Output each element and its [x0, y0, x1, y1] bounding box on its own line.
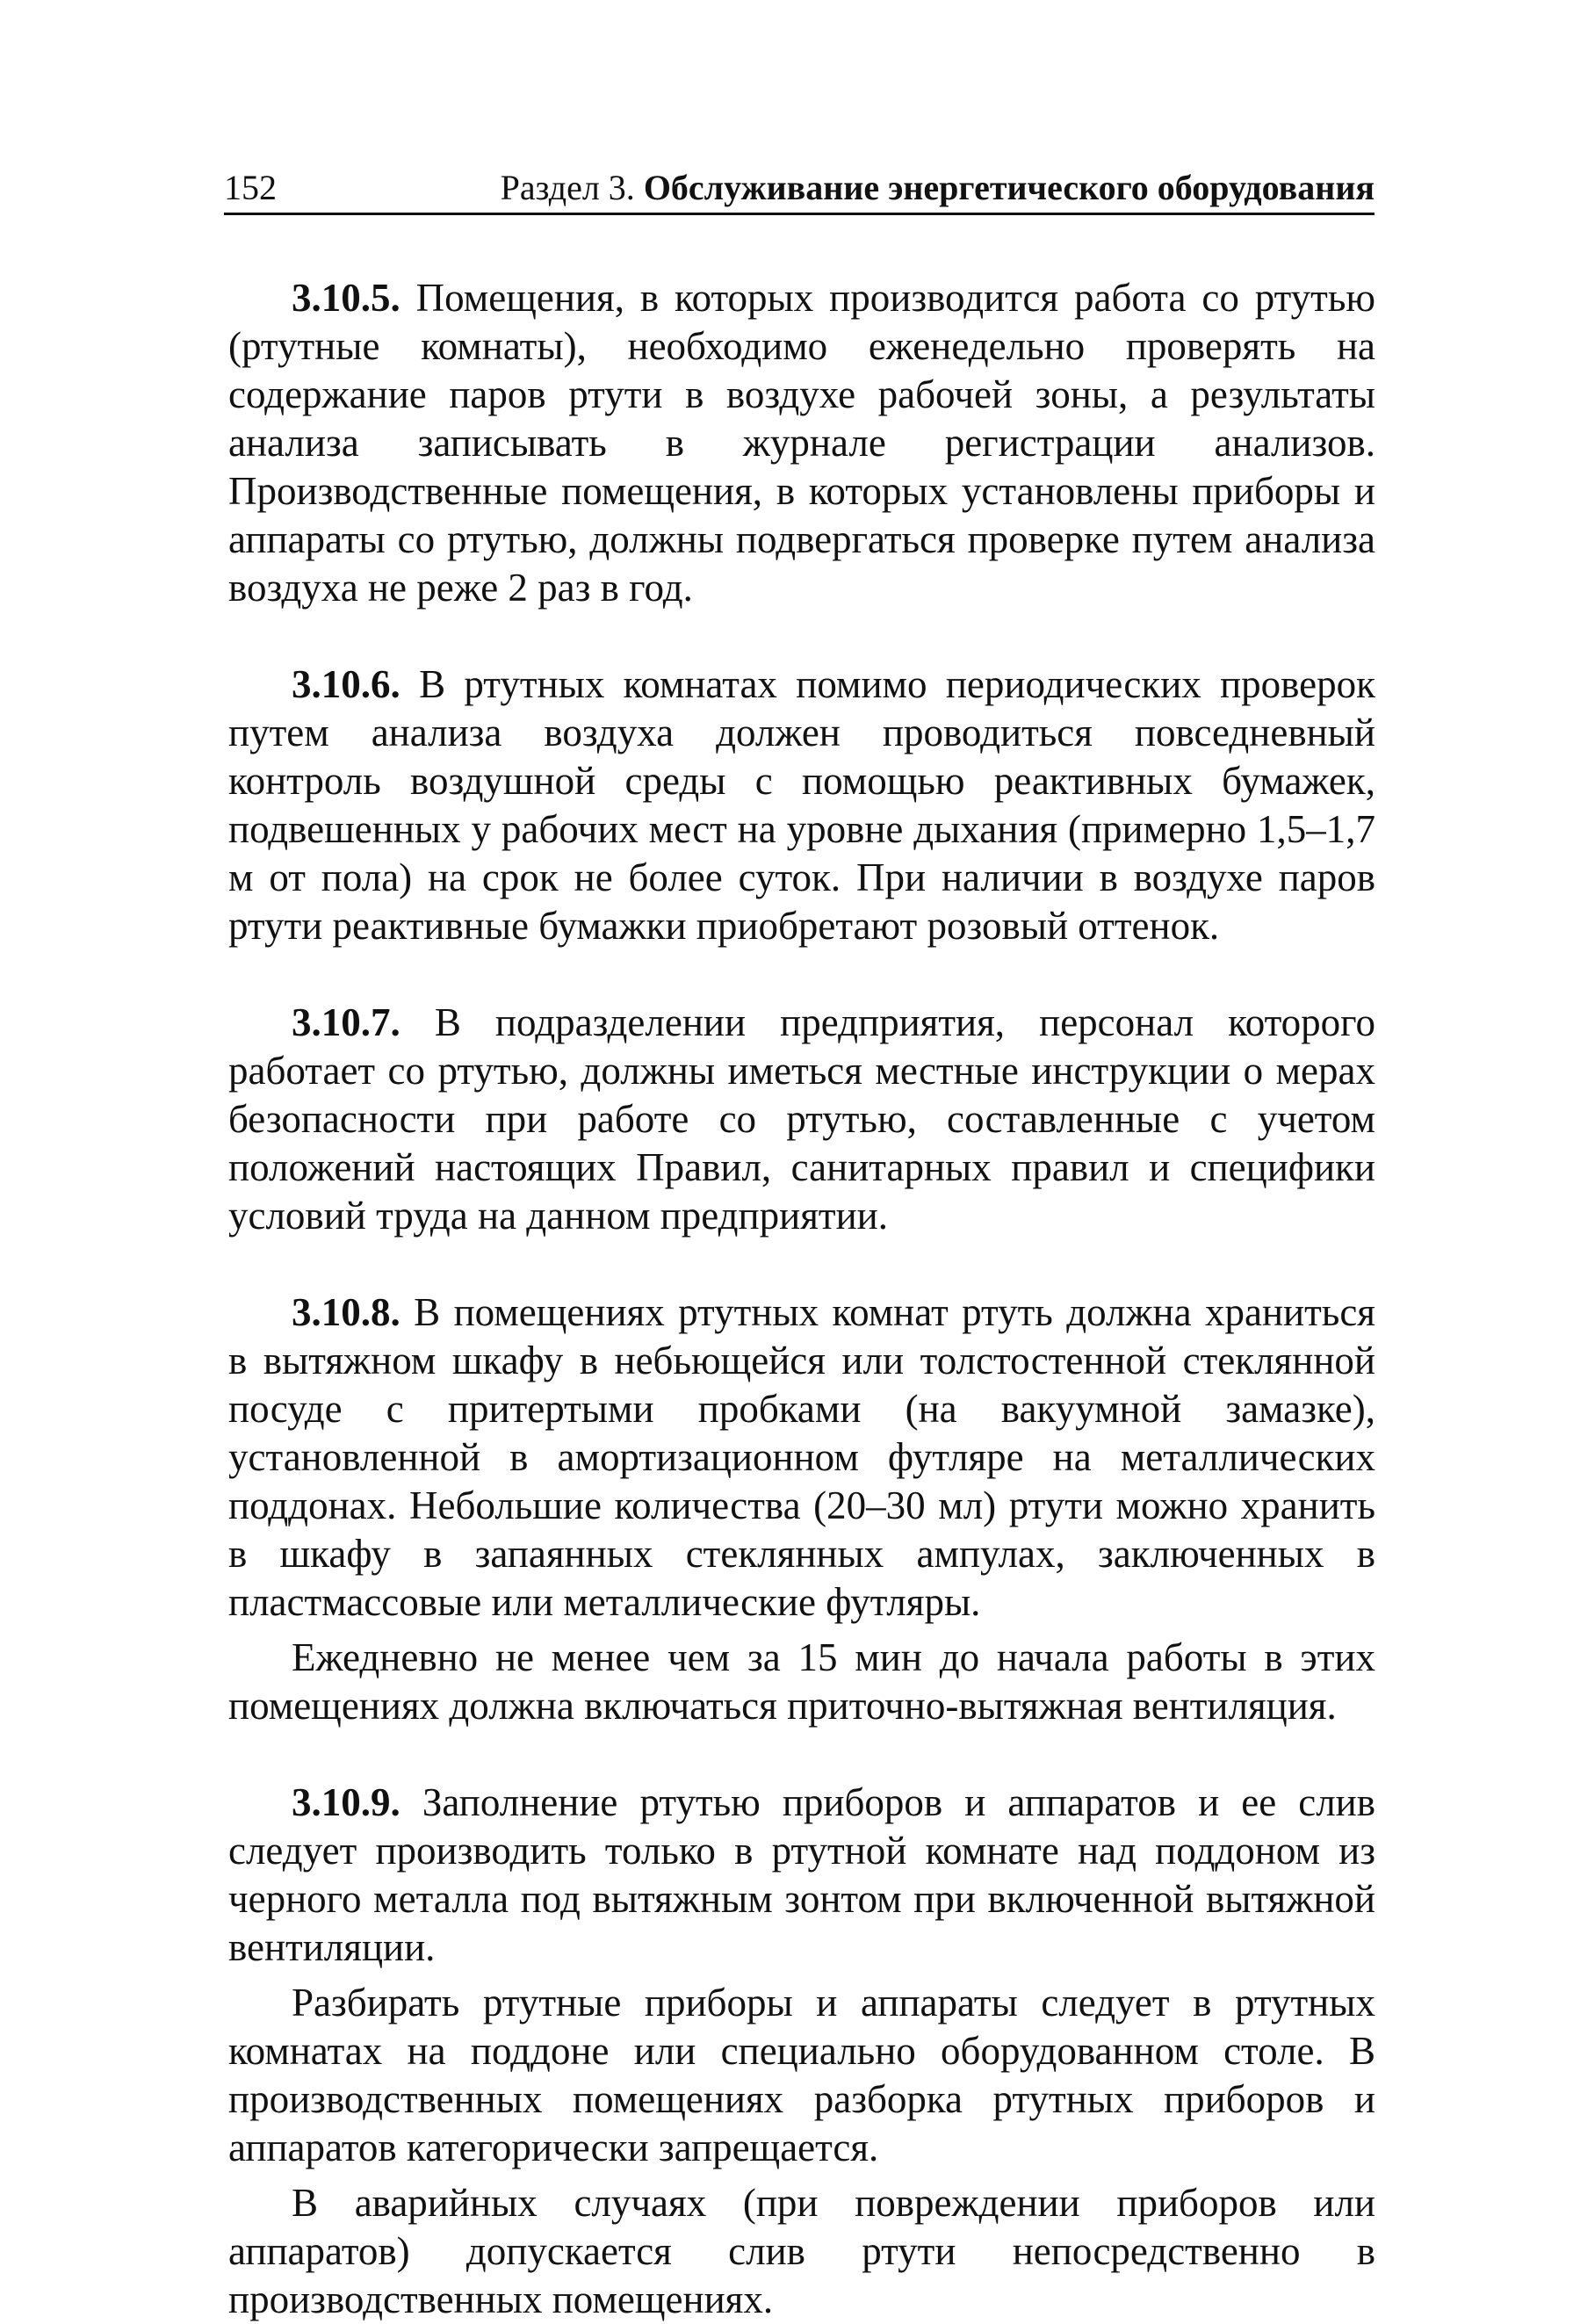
clause-3-10-5 — [228, 274, 1375, 612]
clause-text: Помещения, в которых производится работа со ртутью (ртутные комнаты), необходимо еженедельно проверять на содержание паров ртути в воздухе рабочей зоны, а результаты анализа записывать в журнале регистрации анализов. Производственные помещения, в которых установлены приборы и аппараты со ртутью, должны подвергаться проверке путем анализа воздуха не реже 2 раз в год. — [228, 276, 1375, 610]
clause-3-10-8 — [228, 1288, 1375, 1627]
paragraph-text: Разбирать ртутные приборы и аппараты следует в ртутных комнатах на поддоне или специально оборудованном столе. В производственных помещениях разборка ртутных приборов и аппаратов категорически запрещается. — [228, 1981, 1375, 2169]
page-body — [228, 274, 1375, 2324]
clause-number: 3.10.7. — [292, 1000, 400, 1044]
clause-3-10-9 — [228, 1779, 1375, 1972]
clause-number: 3.10.5. — [292, 276, 400, 320]
paragraph-text: В аварийных случаях (при повреждении приборов или аппаратов) допускается слив ртути непосредственно в производственных помещениях. — [228, 2181, 1375, 2321]
clause-text: В ртутных комнатах помимо периодических проверок путем анализа воздуха должен проводиться повседневный контроль воздушной среды с помощью реактивных бумажек, подвешенных у рабочих мест на уровне дыхания (примерно 1,5–1,7 м от пола) на срок не более суток. При наличии в воздухе паров ртути реактивные бумажки приобретают розовый оттенок. — [228, 662, 1375, 948]
clause-text: В помещениях ртутных комнат ртуть должна храниться в вытяжном шкафу в небьющейся или толстостенной стеклянной посуде с притертыми пробками (на вакуумной замазке), установленной в амортизационном футляре на металлических поддонах. Небольшие количества (20–30 мл) ртути можно хранить в шкафу в запаянных стеклянных ампулах, заключенных в пластмассовые или металлические футляры. — [228, 1290, 1375, 1624]
clause-number: 3.10.6. — [292, 662, 400, 706]
page-header — [224, 169, 1375, 215]
clause-number: 3.10.9. — [292, 1780, 400, 1824]
clause-3-10-9-paragraph-3 — [228, 2179, 1375, 2324]
paragraph-text: Ежедневно не менее чем за 15 мин до начала работы в этих помещениях должна включаться приточно-вытяжная вентиляция. — [228, 1635, 1375, 1728]
page-number: 152 — [224, 168, 277, 207]
clause-3-10-6 — [228, 660, 1375, 950]
clause-number: 3.10.8. — [292, 1290, 400, 1334]
clause-3-10-9-paragraph-2 — [228, 1979, 1375, 2172]
clause-3-10-8-paragraph-2 — [228, 1634, 1375, 1730]
running-head-title: Обслуживание энергетического оборудования — [643, 168, 1375, 207]
clause-text: В подразделении предприятия, персонал которого работает со ртутью, должны иметься местные инструкции о мерах безопасности при работе со ртутью, составленные с учетом положений настоящих Правил, санитарных правил и специфики условий труда на данном предприятии. — [228, 1000, 1376, 1238]
clause-3-10-7 — [228, 999, 1375, 1240]
running-head-section: Раздел 3. — [500, 168, 644, 207]
running-head — [501, 169, 1375, 207]
clause-text: Заполнение ртутью приборов и аппаратов и ее слив следует производить только в ртутной комнате над поддоном из черного металла под вытяжным зонтом при включенной вытяжной вентиляции. — [228, 1780, 1376, 1969]
